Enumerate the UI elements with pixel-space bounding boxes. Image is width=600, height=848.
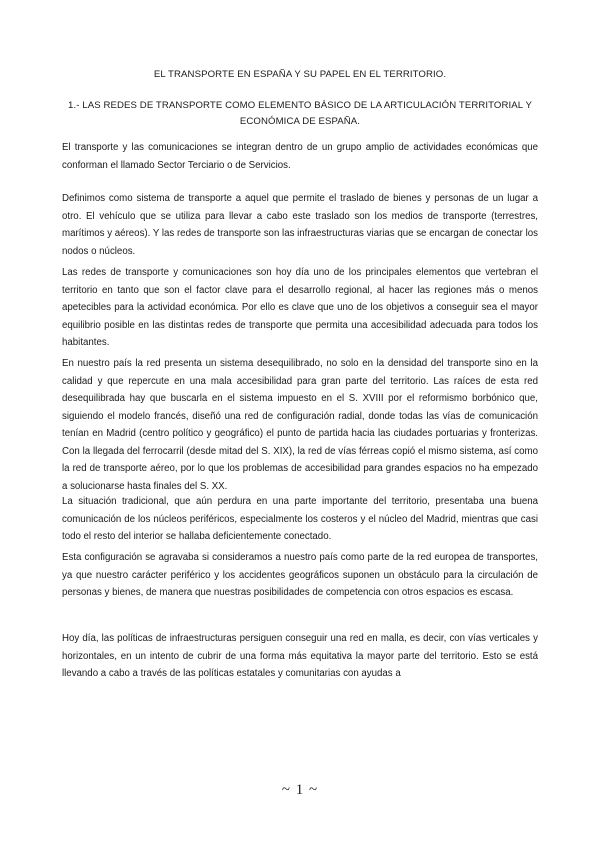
section-heading: 1.- LAS REDES DE TRANSPORTE COMO ELEMENTO BÁSICO DE LA ARTICULACIÓN TERRITORIAL Y ECONÓMICA DE ESPAÑA. bbox=[68, 100, 532, 127]
document-title: EL TRANSPORTE EN ESPAÑA Y SU PAPEL EN EL TERRITORIO. bbox=[153, 69, 447, 80]
paragraph: El transporte y las comunicaciones se integran dentro de un grupo amplio de actividades económicas que conforman el llamado Sector Terciario o de Servicios. bbox=[62, 142, 538, 171]
paragraph: Las redes de transporte y comunicaciones son hoy día uno de los principales elementos que vertebran el territorio en tanto que son el factor clave para el desarrollo regional, al hacer las regiones más o menos apetecibles para la actividad económica. Por ello es clave que uno de los objetivos a conseguir sea el mayor equilibrio posible en las distintas redes de transporte que permita una accesibilidad adecuada para todos los habitantes. bbox=[62, 267, 538, 348]
paragraph: La situación tradicional, que aún perdura en una parte importante del territorio, presentaba una buena comunicación de los núcleos periféricos, especialmente los costeros y el núcleo del Madrid, mientras que casi todo el resto del interior se hallaba deficientemente conectado. bbox=[62, 496, 538, 542]
paragraph: En nuestro país la red presenta un sistema desequilibrado, no solo en la densidad del transporte sino en la calidad y que repercute en una mala accesibilidad para gran parte del territorio. Las raíces de esta red desequilibrada hay que buscarla en el sistema impuesto en el S. XVIII por el reformismo borbónico que, siguiendo el modelo francés, diseñó una red de configuración radial, donde todas las vías de comunicación tenían en Madrid (centro político y geográfico) el punto de partida hacia las ciudades portuarias y fronterizas. Con la llegada del ferrocarril (desde mitad del S. XIX), la red de vías férreas copió el mismo sistema, así como la red de transporte aéreo, por lo que los problemas de accesibilidad para grandes espacios no ha empezado a solucionarse hasta finales del S. XX. bbox=[62, 358, 538, 492]
paragraph: Esta configuración se agravaba si consideramos a nuestro país como parte de la red europea de transportes, ya que nuestro carácter periférico y los accidentes geográficos suponen un obstáculo para la circulación de personas y bienes, de manera que nuestras posibilidades de competencia con otros espacios es escasa. bbox=[62, 552, 538, 598]
page-number: ~ 1 ~ bbox=[281, 782, 319, 798]
paragraph: Definimos como sistema de transporte a aquel que permite el traslado de bienes y personas de un lugar a otro. El vehículo que se utiliza para llevar a cabo este traslado son los medios de transporte (terrestres, marítimos y aéreos). Y las redes de transporte son las infraestructuras viarias que se encargan de conectar los nodos o núcleos. bbox=[62, 193, 538, 257]
paragraph: Hoy día, las políticas de infraestructuras persiguen conseguir una red en malla, es decir, con vías verticales y horizontales, en un intento de cubrir de una forma más equitativa la mayor parte del territorio. Esto se está llevando a cabo a través de las políticas estatales y comunitarias con ayudas a bbox=[62, 633, 538, 679]
